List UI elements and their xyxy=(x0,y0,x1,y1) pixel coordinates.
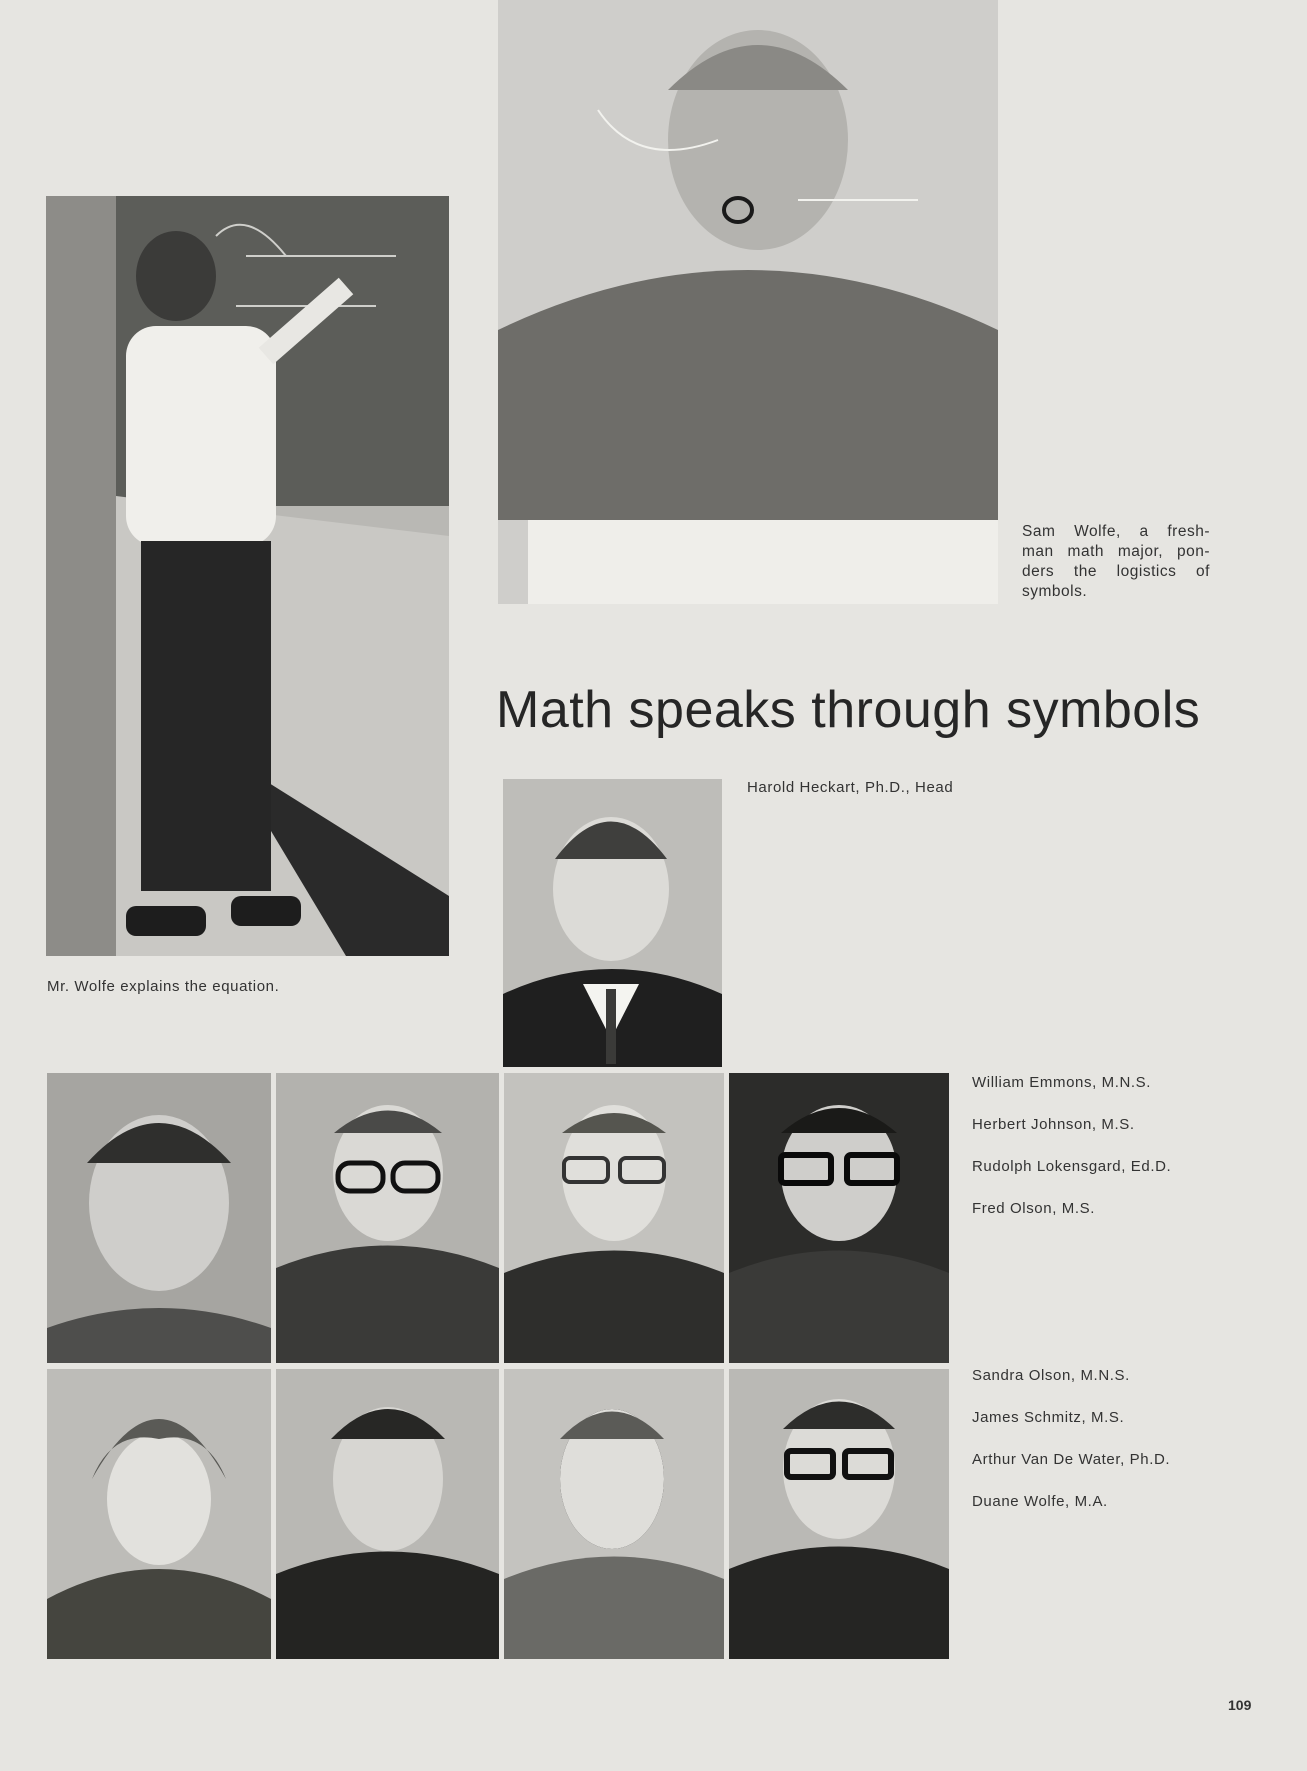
portrait-james-schmitz xyxy=(276,1369,499,1659)
faculty-name: Sandra Olson, M.N.S. xyxy=(972,1367,1130,1384)
faculty-name: Herbert Johnson, M.S. xyxy=(972,1116,1135,1133)
portrait-arthur-van-de-water xyxy=(504,1369,724,1659)
blackboard-caption: Mr. Wolfe explains the equation. xyxy=(47,978,280,995)
portrait-duane-wolfe xyxy=(729,1369,949,1659)
faculty-name: Fred Olson, M.S. xyxy=(972,1200,1095,1217)
portrait-herbert-johnson xyxy=(276,1073,499,1363)
student-caption-line: Sam Wolfe, a fresh- xyxy=(1022,523,1210,540)
student-caption-line: ders the logistics of xyxy=(1022,563,1210,580)
student-caption-line: man math major, pon- xyxy=(1022,543,1210,560)
portrait-william-emmons xyxy=(47,1073,271,1363)
student-caption xyxy=(1022,522,1210,602)
portrait-harold-heckart xyxy=(503,779,722,1067)
head-caption: Harold Heckart, Ph.D., Head xyxy=(747,779,954,796)
faculty-name: William Emmons, M.N.S. xyxy=(972,1074,1152,1091)
faculty-name: Arthur Van De Water, Ph.D. xyxy=(972,1451,1171,1468)
blackboard-photo xyxy=(46,196,449,956)
student-photo xyxy=(498,0,998,604)
portrait-fred-olson xyxy=(729,1073,949,1363)
page-headline: Math speaks through symbols xyxy=(496,681,1201,739)
faculty-name: Rudolph Lokensgard, Ed.D. xyxy=(972,1158,1172,1175)
faculty-name: Duane Wolfe, M.A. xyxy=(972,1493,1108,1510)
portrait-sandra-olson xyxy=(47,1369,271,1659)
portrait-rudolph-lokensgard xyxy=(504,1073,724,1363)
student-caption-line: symbols. xyxy=(1022,583,1088,600)
faculty-name: James Schmitz, M.S. xyxy=(972,1409,1125,1426)
page-number: 109 xyxy=(1228,1697,1252,1713)
